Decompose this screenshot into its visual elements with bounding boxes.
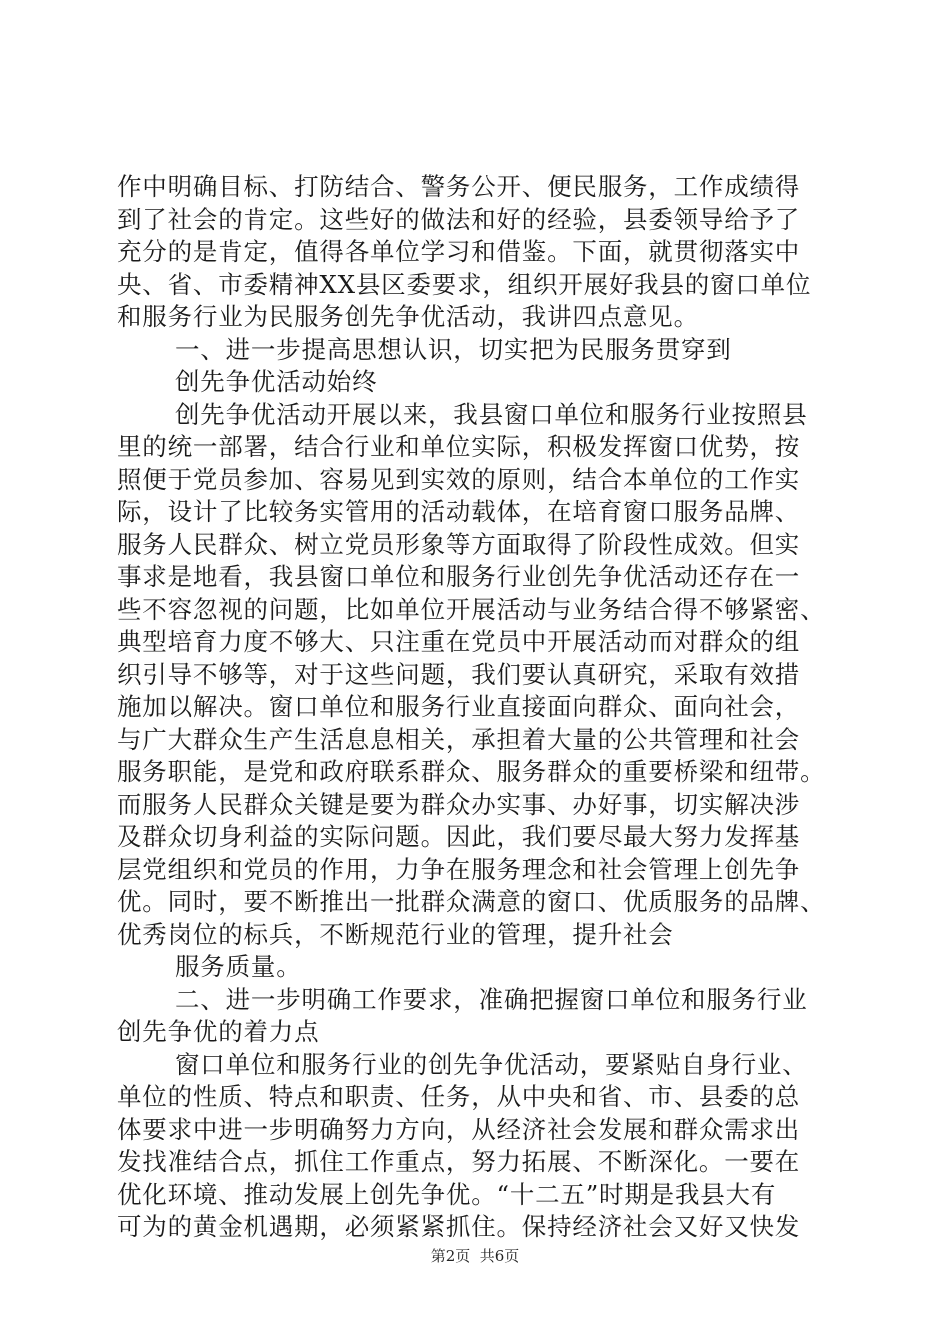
text-line: 服务质量。 (175, 952, 302, 981)
text-line: 及群众切身利益的实际问题。因此，我们要尽最大努力发挥基 (117, 822, 801, 851)
section-heading-1: 一、进一步提高思想认识，切实把为民服务贯穿到 (175, 334, 732, 364)
section-heading-1-cont: 创先争优活动始终 (175, 367, 378, 396)
text-line: 与广大群众生产生活息息相关，承担着大量的公共管理和社会 (117, 724, 801, 754)
text-line: 可为的黄金机遇期，必须紧紧抓住。保持经济社会又好又快发 (117, 1212, 801, 1241)
page-number-footer: 第2页 共6页 (430, 1247, 520, 1265)
text-line: 充分的是肯定，值得各单位学习和借鉴。下面，就贯彻落实中 (117, 237, 801, 266)
text-line: 事求是地看，我县窗口单位和服务行业创先争优活动还存在一 (117, 562, 801, 591)
text-line: 里的统一部署，结合行业和单位实际，积极发挥窗口优势，按 (117, 432, 801, 461)
text-line: 服务职能，是党和政府联系群众、服务群众的重要桥梁和纽带。 (117, 757, 826, 786)
text-line: 发找准结合点，抓住工作重点，努力拓展、不断深化。一要在 (117, 1147, 801, 1176)
text-line: 而服务人民群众关键是要为群众办实事、办好事，切实解决涉 (117, 789, 801, 819)
text-line: 些不容忽视的问题，比如单位开展活动与业务结合得不够紧密、 (117, 594, 826, 624)
text-line: 作中明确目标、打防结合、警务公开、便民服务，工作成绩得 (117, 172, 801, 201)
text-line: 单位的性质、特点和职责、任务，从中央和省、市、县委的总 (117, 1082, 801, 1111)
text-line: 创先争优活动开展以来，我县窗口单位和服务行业按照县 (175, 399, 808, 429)
text-line: 央、省、市委精神XX县区委要求，组织开展好我县的窗口单位 (117, 269, 812, 299)
text-line: 层党组织和党员的作用，力争在服务理念和社会管理上创先争 (117, 854, 801, 884)
text-line: 施加以解决。窗口单位和服务行业直接面向群众、面向社会， (117, 692, 801, 721)
text-line: 体要求中进一步明确努力方向，从经济社会发展和群众需求出 (117, 1114, 801, 1144)
text-line: 典型培育力度不够大、只注重在党员中开展活动而对群众的组 (117, 627, 801, 656)
text-line: 际，设计了比较务实管用的活动载体，在培育窗口服务品牌、 (117, 497, 801, 526)
text-line: 织引导不够等，对于这些问题，我们要认真研究，采取有效措 (117, 659, 801, 689)
text-line: 到了社会的肯定。这些好的做法和好的经验，县委领导给予了 (117, 204, 801, 234)
text-line: 照便于党员参加、容易见到实效的原则，结合本单位的工作实 (117, 464, 801, 494)
text-line: 优秀岗位的标兵，不断规范行业的管理，提升社会 (117, 919, 674, 949)
text-line: 和服务行业为民服务创先争优活动，我讲四点意见。 (117, 302, 699, 331)
text-line: 服务人民群众、树立党员形象等方面取得了阶段性成效。但实 (117, 529, 801, 559)
text-line: 窗口单位和服务行业的创先争优活动，要紧贴自身行业、 (175, 1049, 808, 1079)
text-line: 优。同时，要不断推出一批群众满意的窗口、优质服务的品牌、 (117, 887, 826, 916)
section-heading-2-cont: 创先争优的着力点 (117, 1017, 320, 1046)
section-heading-2: 二、进一步明确工作要求，准确把握窗口单位和服务行业 (175, 984, 808, 1014)
body-text (117, 171, 837, 1244)
text-line: 优化环境、推动发展上创先争优。“十二五”时期是我县大有 (117, 1179, 777, 1209)
